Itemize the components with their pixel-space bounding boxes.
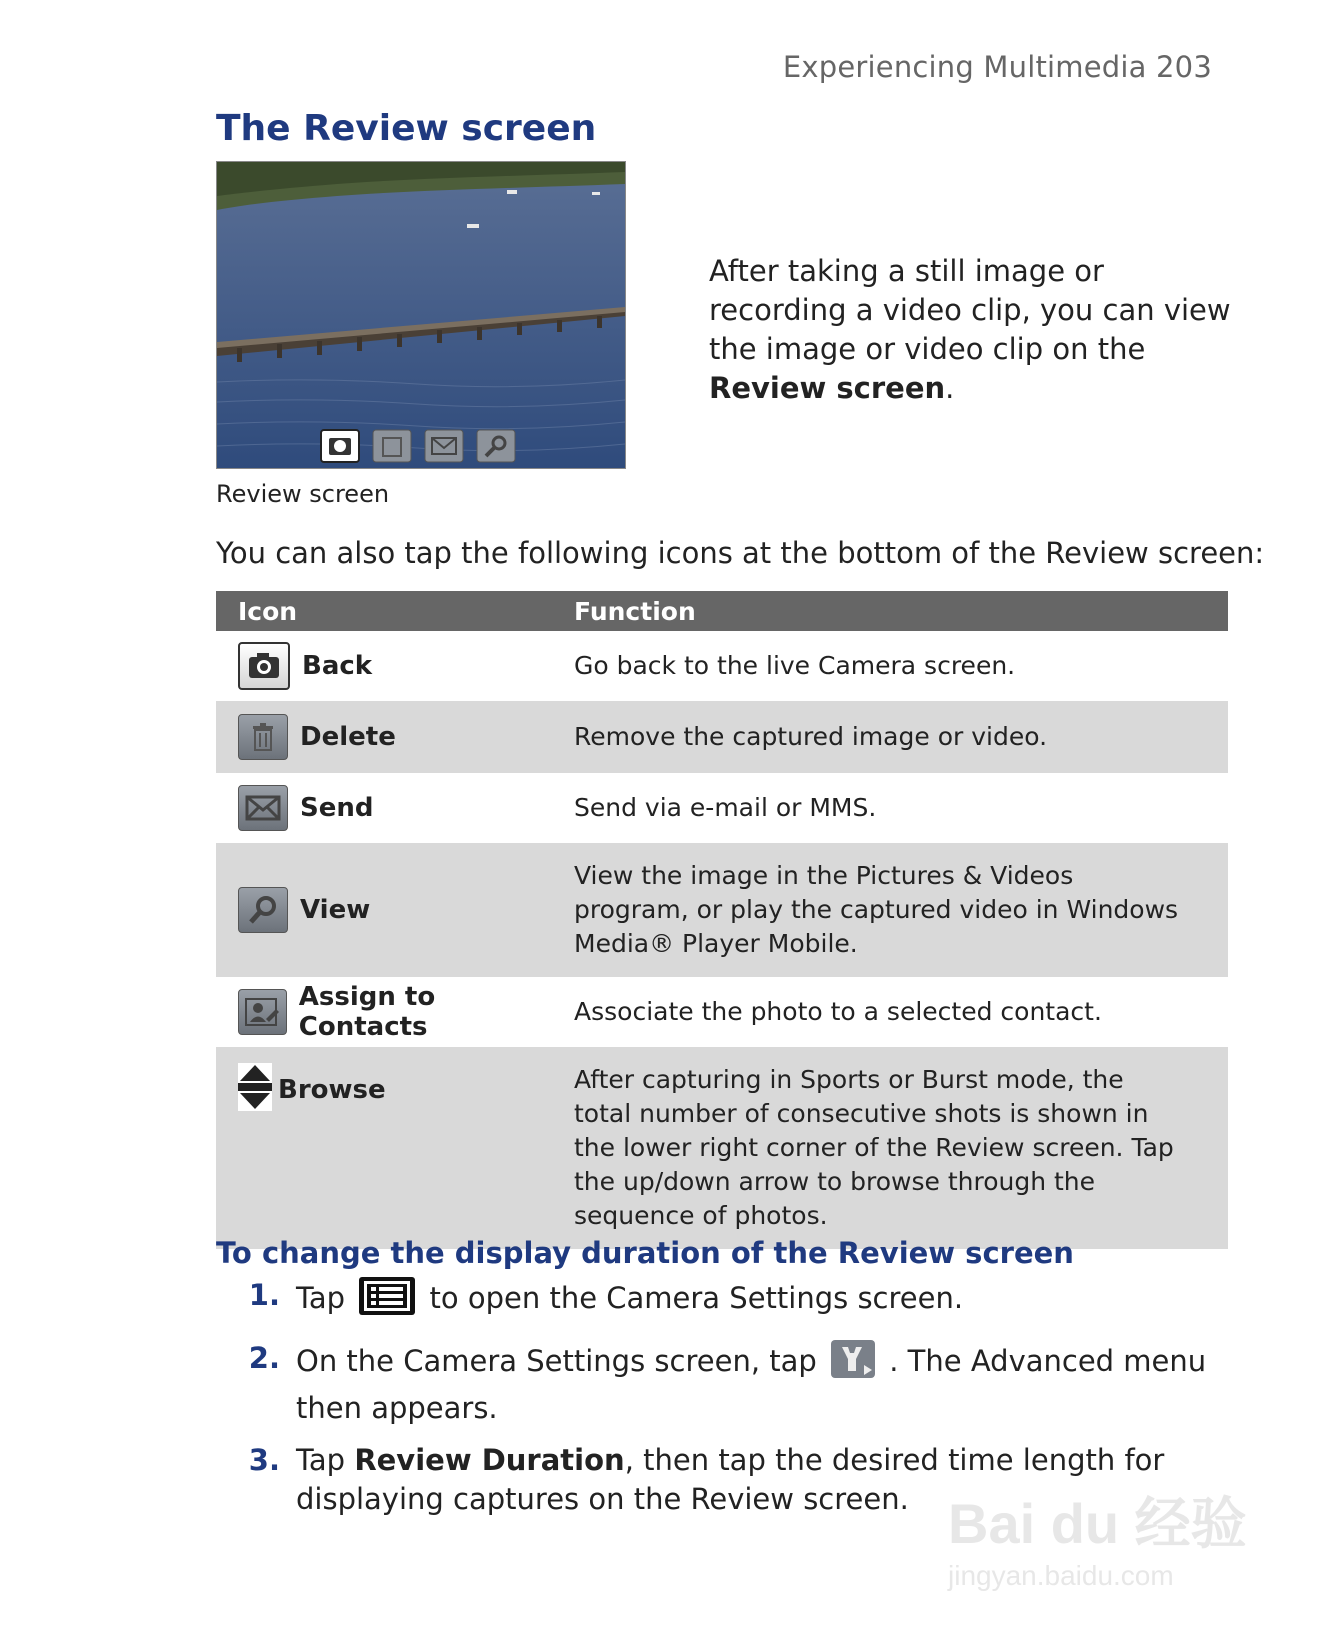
row-function: View the image in the Pictures & Videos program, or play the captured video in Windows Media® Player Mobile. bbox=[566, 843, 1228, 977]
table-row bbox=[216, 977, 1228, 1047]
row-label: Assign to Contacts bbox=[298, 982, 436, 1042]
row-label: Delete bbox=[300, 722, 396, 752]
intro-paragraph: After taking a still image or recording a video clip, you can view the image or video clip on the Review screen. bbox=[709, 254, 1231, 405]
row-function: Associate the photo to a selected contact. bbox=[574, 997, 1102, 1026]
table-row bbox=[216, 843, 1228, 977]
list-item: 1. Tap to open the Camera Settings screen. bbox=[216, 1276, 1236, 1326]
advanced-tools-icon bbox=[830, 1339, 876, 1389]
settings-menu-icon bbox=[358, 1276, 416, 1326]
envelope-icon bbox=[238, 785, 288, 831]
row-function: Go back to the live Camera screen. bbox=[574, 651, 1016, 680]
row-function: After capturing in Sports or Burst mode, the total number of consecutive shots is shown in the lower right corner of the Review screen. Tap the up/down arrow to browse through the sequence of photos. bbox=[566, 1047, 1228, 1249]
section-title: The Review screen bbox=[216, 108, 597, 149]
table-row bbox=[216, 1047, 1228, 1249]
up-down-arrow-icon bbox=[238, 1063, 272, 1117]
photo-caption: Review screen bbox=[216, 480, 390, 508]
row-label: Back bbox=[302, 651, 373, 681]
row-function: Send via e-mail or MMS. bbox=[574, 793, 877, 822]
baidu-watermark: Bai du 经验 jingyan.baidu.com bbox=[948, 1492, 1247, 1591]
row-function: Remove the captured image or video. bbox=[566, 701, 1228, 773]
camera-back-icon bbox=[238, 642, 290, 690]
row-label: Browse bbox=[278, 1075, 386, 1105]
header-function: Function bbox=[566, 591, 1228, 631]
table-row bbox=[216, 701, 1228, 773]
header-icon: Icon bbox=[216, 591, 566, 631]
table-row bbox=[216, 773, 1228, 843]
page-header: Experiencing Multimedia 203 bbox=[782, 50, 1212, 84]
procedure-title: To change the display duration of the Review screen bbox=[216, 1236, 1074, 1270]
row-label: View bbox=[300, 895, 371, 925]
icon-function-table bbox=[216, 591, 1228, 1249]
table-row bbox=[216, 631, 1228, 701]
contact-card-icon bbox=[238, 989, 287, 1035]
list-item: 2. On the Camera Settings screen, tap . The Advanced menu then appears. bbox=[248, 1341, 1207, 1425]
list-item: 3. Tap Review Duration, then tap the desired time length for displaying captures on the Review screen. bbox=[248, 1443, 1165, 1516]
trash-icon bbox=[238, 714, 288, 760]
review-screen-photo bbox=[216, 161, 626, 469]
row-label: Send bbox=[300, 793, 374, 823]
magnifier-icon bbox=[238, 887, 288, 933]
lead-paragraph: You can also tap the following icons at the bottom of the Review screen: bbox=[216, 536, 1265, 570]
